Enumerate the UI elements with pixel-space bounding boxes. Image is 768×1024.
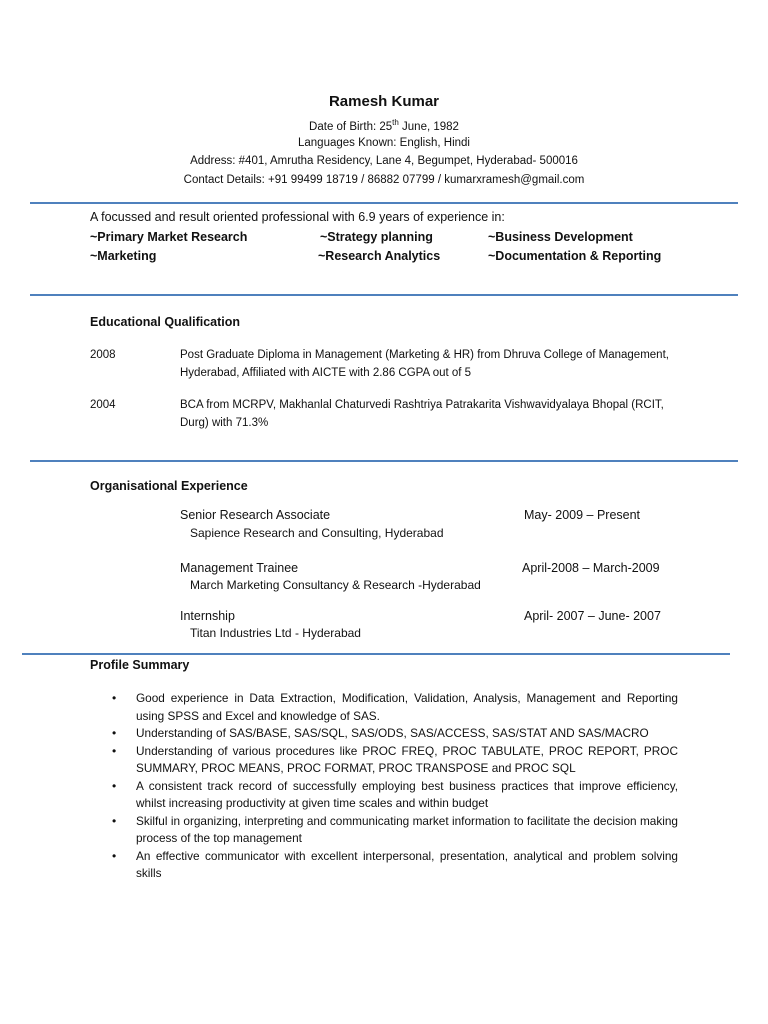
- skill-item: ~Strategy planning: [320, 230, 433, 244]
- education-detail: [180, 346, 677, 382]
- skill-item: ~Documentation & Reporting: [488, 249, 662, 263]
- bullet-icon: •: [112, 726, 117, 740]
- profile-bullet: [112, 690, 678, 725]
- profile-bullet-text: Good experience in Data Extraction, Modification, Validation, Analysis, Management and Reporting using SPSS and Excel and knowledge of SAS.: [136, 691, 678, 723]
- candidate-name: Ramesh Kumar: [328, 93, 440, 110]
- skill-item: ~Research Analytics: [318, 249, 441, 263]
- job-role: Management Trainee: [180, 561, 299, 575]
- skill-item: ~Business Development: [488, 230, 633, 244]
- divider-rule: [30, 294, 738, 296]
- education-heading: Educational Qualification: [90, 315, 241, 329]
- dob-suffix: June, 1982: [398, 120, 459, 133]
- education-year: 2004: [90, 399, 116, 411]
- dob-prefix: Date of Birth: 25: [309, 120, 393, 133]
- job-organization: March Marketing Consultancy & Research -Hyderabad: [190, 578, 481, 592]
- profile-bullet-list: [112, 690, 678, 883]
- profile-bullet: [112, 743, 678, 778]
- bullet-icon: •: [112, 848, 117, 863]
- job-role: Internship: [180, 609, 235, 623]
- job-organization: Titan Industries Ltd - Hyderabad: [190, 626, 361, 640]
- education-detail-line: Hyderabad, Affiliated with AICTE with 2.86 CGPA out of 5: [180, 367, 472, 379]
- divider-rule: [30, 460, 738, 462]
- job-dates: May- 2009 – Present: [524, 508, 641, 522]
- profile-bullet-text: Understanding of SAS/BASE, SAS/SQL, SAS/ODS, SAS/ACCESS, SAS/STAT AND SAS/MACRO: [136, 726, 649, 740]
- date-of-birth: [0, 118, 768, 133]
- job-dates: April- 2007 – June- 2007: [524, 609, 661, 623]
- education-detail-line: Durg) with 71.3%: [180, 417, 269, 429]
- languages-known: Languages Known: English, Hindi: [298, 137, 470, 149]
- job-dates: April-2008 – March-2009: [522, 561, 660, 575]
- education-detail-line: BCA from MCRPV, Makhanlal Chaturvedi Rashtriya Patrakarita Vishwavidyalaya Bhopal (RCIT,: [180, 399, 664, 411]
- education-year: 2008: [90, 349, 116, 361]
- education-detail: [180, 396, 677, 432]
- bullet-icon: •: [112, 691, 117, 705]
- profile-bullet: [112, 813, 678, 848]
- profile-bullet: [112, 725, 678, 743]
- profile-bullet-text: Skilful in organizing, interpreting and communicating market information to facilitate the decision making process of the top management: [136, 813, 678, 845]
- bullet-icon: •: [112, 778, 117, 793]
- divider-rule: [30, 202, 738, 204]
- divider-rule: [22, 653, 730, 655]
- profile-bullet-text: A consistent track record of successfully employing best business practices that improve efficiency, whilst increasing productivity at given time scales and within budget: [136, 778, 678, 810]
- profile-bullet-text: Understanding of various procedures like PROC FREQ, PROC TABULATE, PROC REPORT, PROC SUMMARY, PROC MEANS, PROC FORMAT, PROC TRANSPOSE and PROC SQL: [136, 743, 678, 775]
- skill-item: ~Primary Market Research: [90, 230, 248, 244]
- profile-bullet: [112, 778, 678, 813]
- education-detail-line: Post Graduate Diploma in Management (Marketing & HR) from Dhruva College of Management,: [180, 349, 669, 361]
- job-organization: Sapience Research and Consulting, Hyderabad: [190, 526, 444, 540]
- skill-item: ~Marketing: [90, 249, 157, 263]
- profile-bullet-text: An effective communicator with excellent interpersonal, presentation, analytical and problem solving skills: [136, 848, 678, 880]
- profile-bullet: [112, 848, 678, 883]
- profile-heading: Profile Summary: [90, 658, 190, 672]
- job-role: Senior Research Associate: [180, 508, 331, 522]
- dob-ordinal: th: [392, 118, 399, 127]
- address: Address: #401, Amrutha Residency, Lane 4, Begumpet, Hyderabad- 500016: [190, 155, 578, 167]
- summary-intro: A focussed and result oriented professional with 6.9 years of experience in:: [90, 210, 505, 224]
- bullet-icon: •: [112, 813, 117, 828]
- bullet-icon: •: [112, 743, 117, 758]
- experience-heading: Organisational Experience: [90, 479, 248, 493]
- contact-details: Contact Details: +91 99499 18719 / 86882 07799 / kumarxramesh@gmail.com: [183, 174, 585, 186]
